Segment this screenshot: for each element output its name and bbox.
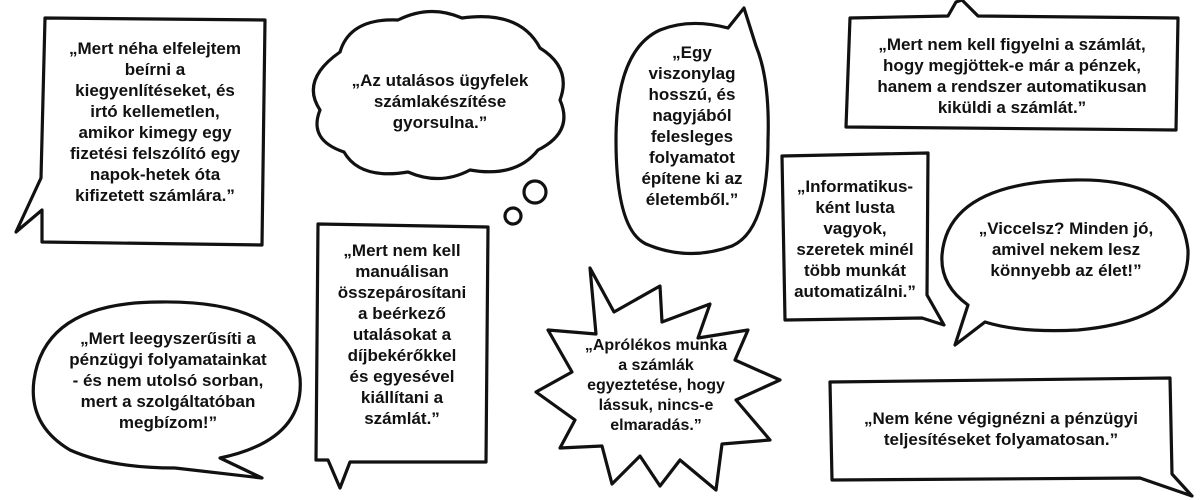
bubble-2-thought-dot-small [505, 208, 521, 224]
bubble-5-text: „Informatikus- ként lusta vagyok, szeretek minél több munkát automatizálni.” [794, 177, 916, 301]
bubble-7-text: „Mert nem kell manuálisan összepárosítani a beérkező utalásokat a díjbekérőkkel és egyesével kiállítani a számlát.” [337, 241, 467, 428]
bubble-2-text: „Az utalásos ügyfelek számlakészítése gyorsulna.” [351, 71, 529, 132]
bubble-6-text: „Viccelsz? Minden jó, amivel nekem lesz könnyebb az élet!” [978, 219, 1154, 280]
bubble-2-thought-dot-large [524, 181, 546, 203]
bubble-9-text: „Aprólékos munka a számlák egyeztetése, hogy lássuk, nincs-e elmaradás.” [584, 337, 728, 434]
bubble-1-text: „Mert néha elfelejtem beírni a kiegyenlítéseket, és irtó kellemetlen, amikor kimegy egy fizetési felszólító egy napok-hetek óta kifizetett számlára.” [69, 39, 241, 205]
bubble-10-text: „Nem kéne végignézni a pénzügyi teljesítéseket folyamatosan.” [864, 409, 1138, 449]
bubble-8-text: „Mert leegyszerűsíti a pénzügyi folyamatainkat - és nem utolsó sorban, mert a szolgáltatóban megbízom!” [69, 329, 267, 432]
bubble-4-text: „Mert nem kell figyelni a számlát, hogy megjöttek-e már a pénzek, hanem a rendszer automatikusan kiküldi a számlát.” [877, 35, 1147, 117]
bubble-3-text: „Egy viszonylag hosszú, és nagyjából felesleges folyamatot építene ki az életemből.” [641, 43, 743, 209]
